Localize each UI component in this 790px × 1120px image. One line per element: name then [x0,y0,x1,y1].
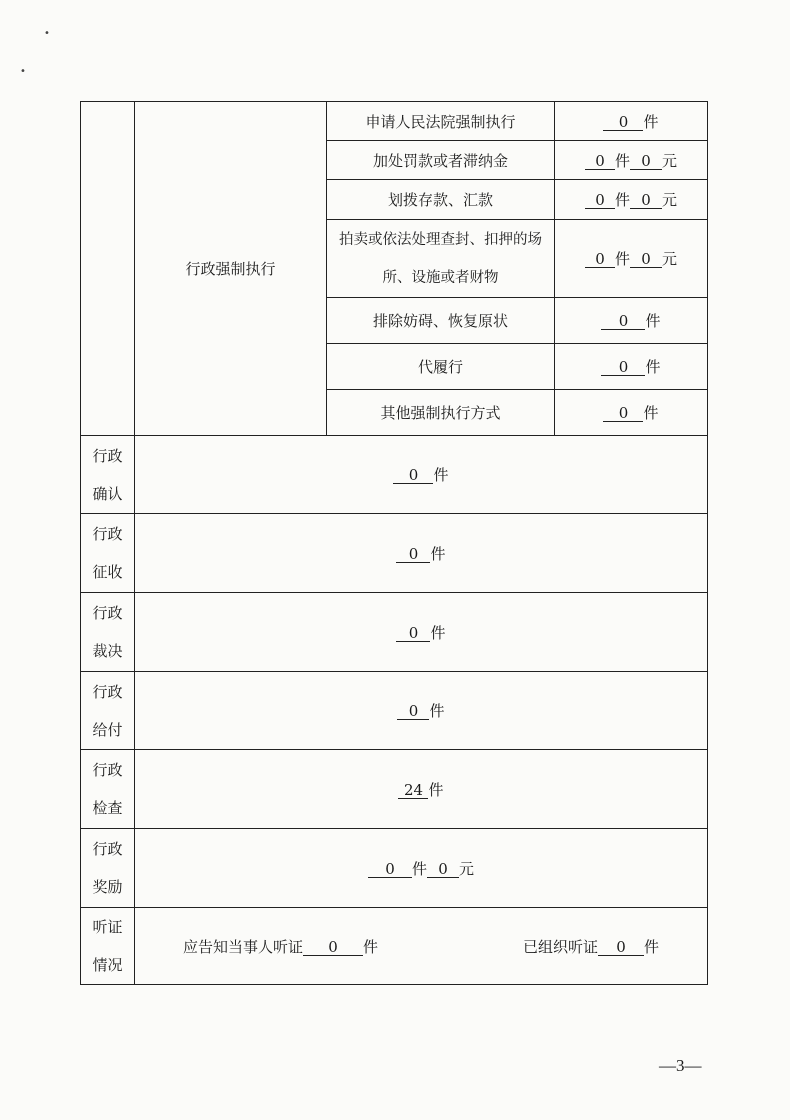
table-row [81,908,708,985]
label-line: 行政 [92,761,123,779]
amount-value: 0 [630,153,662,170]
unit: 件 [643,404,659,422]
category-value [135,436,708,514]
table-row [81,514,708,593]
unit: 元 [459,859,475,878]
label-line: 行政 [92,604,123,622]
table-row [81,436,708,514]
amount-value: 0 [427,861,459,878]
enforcement-category: 行政强制执行 [135,102,327,436]
enforcement-value [555,298,708,344]
unit: 件 [614,151,630,170]
label-line: 裁决 [92,642,123,660]
scan-mark: • [20,66,26,77]
count-value: 0 [396,625,430,642]
count-value: 0 [393,467,433,484]
unit: 件 [363,937,379,956]
category-label [81,908,135,985]
unit: 件 [645,312,661,330]
table-row [81,750,708,829]
count-value: 0 [603,114,643,131]
table-row [81,672,708,750]
enforcement-value [555,180,708,220]
unit: 件 [645,358,661,376]
category-value [135,750,708,829]
label-line: 确认 [92,484,123,503]
category-label [81,514,135,593]
count-value: 0 [601,359,645,376]
enforcement-item: 划拨存款、汇款 [327,180,555,220]
unit: 件 [614,250,630,268]
scan-mark: • [44,28,50,39]
table-row [81,102,708,141]
category-label [81,672,135,750]
unit: 件 [428,780,444,799]
unit: 元 [662,250,678,268]
category-label [81,750,135,829]
hearing-organized [523,936,659,957]
count-value: 0 [303,939,363,956]
category-label [81,593,135,672]
category-value [135,593,708,672]
enforcement-value [555,390,708,436]
unit: 件 [429,702,445,720]
item-line: 所、设施或者财物 [382,269,499,286]
unit: 件 [643,937,659,956]
label-line: 征收 [92,563,123,581]
enforcement-value [555,102,708,141]
unit: 件 [433,466,449,484]
category-label [81,436,135,514]
enforcement-item: 排除妨碍、恢复原状 [327,298,555,344]
hearing-value [135,908,708,985]
category-label [81,829,135,908]
amount-value: 0 [630,192,662,209]
amount-value: 0 [630,251,662,268]
enforcement-item: 其他强制执行方式 [327,390,555,436]
count-value: 0 [368,861,412,878]
enforcement-item: 代履行 [327,344,555,390]
unit: 件 [430,544,446,563]
label-line: 行政 [92,525,123,543]
category-value [135,514,708,593]
unit: 件 [614,191,630,209]
label-line: 奖励 [92,878,123,896]
reward-value [135,829,708,908]
item-line: 拍卖或依法处理查封、扣押的场 [339,231,542,248]
label-line: 情况 [92,956,123,974]
label-line: 行政 [92,840,123,858]
table-row [81,593,708,672]
hearing-organized-label: 已组织听证 [522,937,598,956]
count-value: 0 [396,546,430,563]
hearing-notified [183,936,378,957]
enforcement-value [555,344,708,390]
unit: 件 [411,859,427,878]
count-value: 0 [598,939,644,956]
count-value: 0 [585,251,615,268]
count-value: 0 [601,313,645,330]
unit: 件 [430,623,446,642]
label-line: 行政 [92,446,123,465]
enforcement-item [327,220,555,298]
count-value: 0 [397,703,429,720]
hearing-notified-label: 应告知当事人听证 [183,937,304,956]
enforcement-value [555,220,708,298]
count-value: 0 [585,192,615,209]
report-table [80,101,708,985]
unit: 元 [662,151,678,170]
blank-cell [81,102,135,436]
table-row [81,829,708,908]
unit: 元 [662,191,678,209]
label-line: 检查 [92,799,123,817]
enforcement-value [555,141,708,180]
page-number: —3— [659,1056,702,1075]
enforcement-item: 申请人民法院强制执行 [327,102,555,141]
count-value: 0 [585,153,615,170]
label-line: 听证 [92,918,123,936]
category-value [135,672,708,750]
count-value: 24 [398,782,428,799]
enforcement-item: 加处罚款或者滞纳金 [327,141,555,180]
label-line: 行政 [92,682,123,701]
count-value: 0 [603,405,643,422]
label-line: 给付 [92,720,123,739]
unit: 件 [643,112,659,131]
